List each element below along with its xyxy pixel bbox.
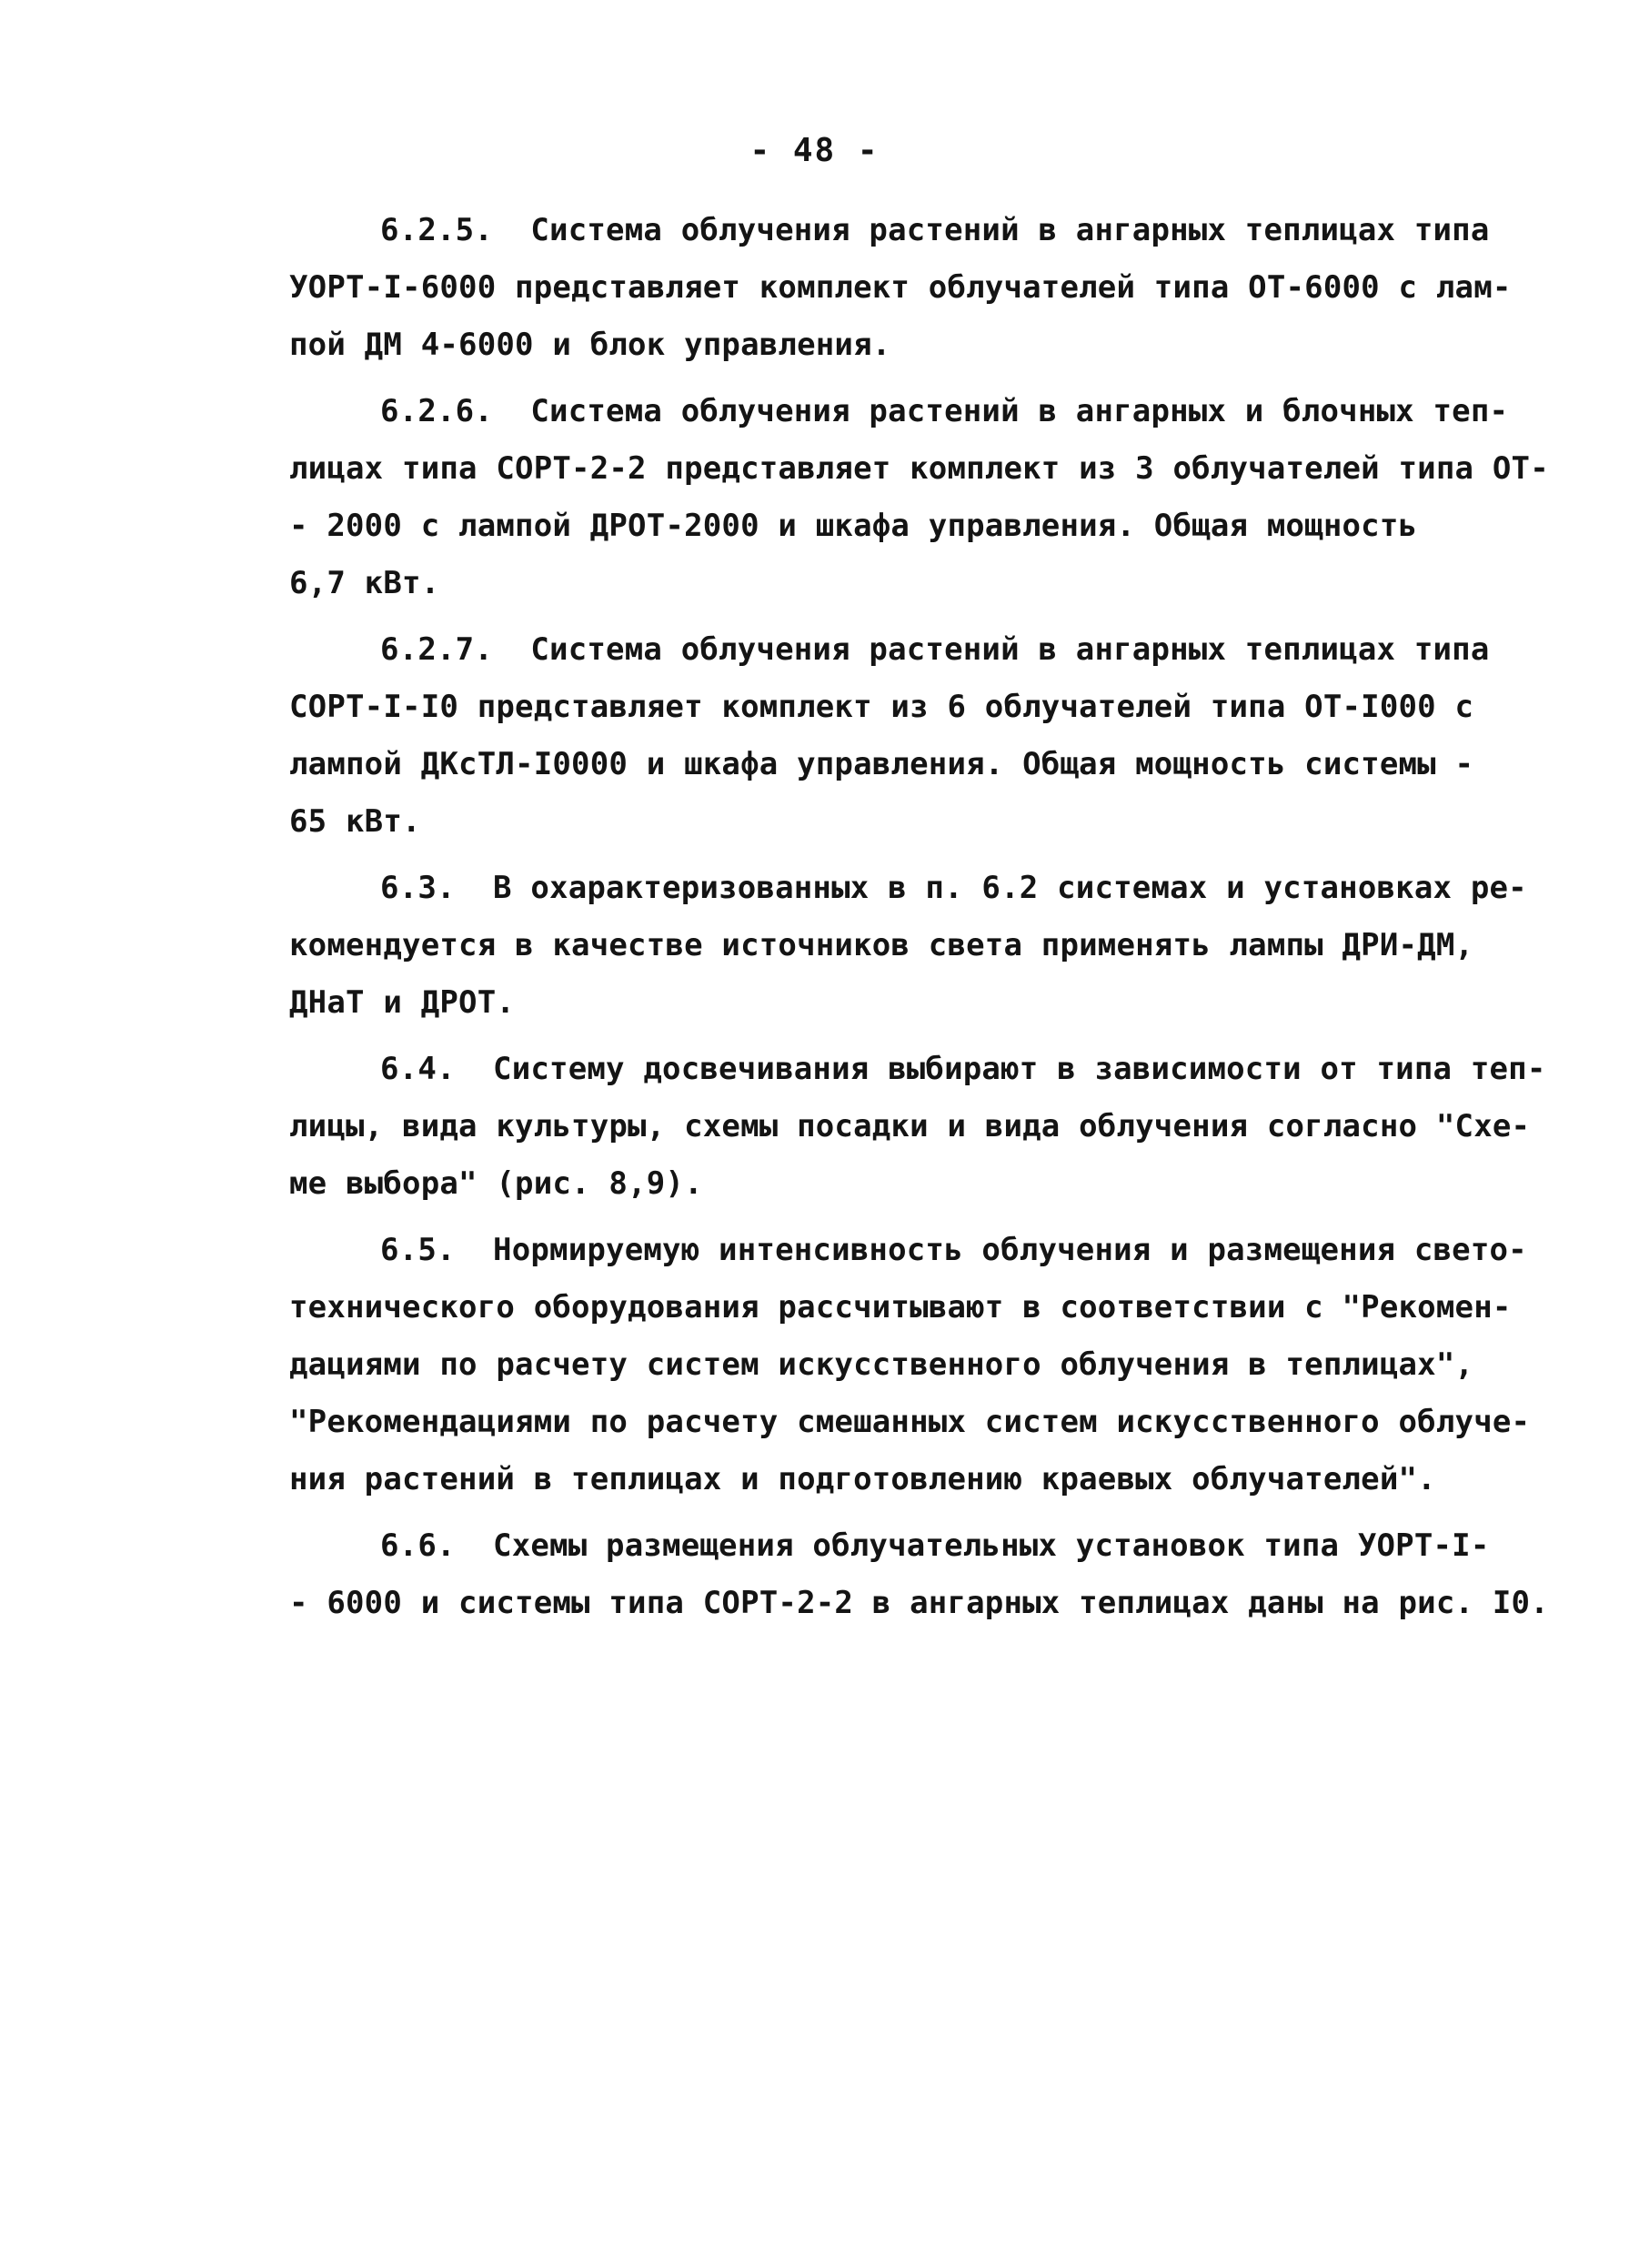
text-line: 6.2.6. Система облучения растений в ангарных и блочных теп- <box>380 393 1509 429</box>
paragraph-6-3 <box>289 860 1527 1032</box>
text-line: 6.4. Систему досвечивания выбирают в зависимости от типа теп- <box>380 1051 1546 1087</box>
document-body <box>289 202 1549 1641</box>
text-line: 6.2.5. Система облучения растений в ангарных теплицах типа <box>380 212 1490 248</box>
text-line: 6.2.7. Система облучения растений в ангарных теплицах типа <box>380 631 1490 668</box>
paragraph-6-6 <box>289 1517 1549 1632</box>
text-line: лицы, вида культуры, схемы посадки и вида облучения согласно "Схе- <box>289 1108 1531 1144</box>
text-line: 6.3. В охарактеризованных в п. 6.2 системах и установках ре- <box>380 870 1527 906</box>
paragraph-6-5 <box>289 1222 1531 1508</box>
text-line: 65 кВт. <box>289 803 421 840</box>
text-line: ДНаТ и ДРОТ. <box>289 984 516 1021</box>
text-line: - 2000 с лампой ДРОТ-2000 и шкафа управления. Общая мощность <box>289 508 1418 544</box>
page-number: - 48 - <box>749 132 880 169</box>
text-line: пой ДМ 4-6000 и блок управления. <box>289 327 891 363</box>
text-line: ния растений в теплицах и подготовлению краевых облучателей". <box>289 1461 1436 1497</box>
text-line: 6.6. Схемы размещения облучательных установок типа УОРТ-I- <box>380 1527 1490 1564</box>
text-line: лампой ДКсТЛ-I0000 и шкафа управления. Общая мощность системы - <box>289 746 1474 782</box>
text-line: СОРТ-I-I0 представляет комплект из 6 облучателей типа ОТ-I000 с <box>289 689 1474 725</box>
text-line: "Рекомендациями по расчету смешанных систем искусственного облуче- <box>289 1404 1531 1440</box>
text-line: 6,7 кВт. <box>289 565 440 601</box>
text-line: комендуется в качестве источников света применять лампы ДРИ-ДМ, <box>289 927 1474 963</box>
text-line: дациями по расчету систем искусственного облучения в теплицах", <box>289 1346 1474 1383</box>
text-line: ме выбора" (рис. 8,9). <box>289 1165 703 1202</box>
text-line: лицах типа СОРТ-2-2 представляет комплект из 3 облучателей типа ОТ- <box>289 450 1549 487</box>
paragraph-6-2-6 <box>289 383 1549 612</box>
paragraph-6-2-5 <box>289 202 1512 374</box>
text-line: технического оборудования рассчитывают в соответствии с "Рекомен- <box>289 1289 1512 1326</box>
paragraph-6-2-7 <box>289 621 1490 851</box>
text-line: УОРТ-I-6000 представляет комплект облучателей типа ОТ-6000 с лам- <box>289 269 1512 306</box>
text-line: - 6000 и системы типа СОРТ-2-2 в ангарных теплицах даны на рис. I0. <box>289 1585 1549 1621</box>
paragraph-6-4 <box>289 1041 1546 1213</box>
text-line: 6.5. Нормируемую интенсивность облучения и размещения свето- <box>380 1232 1527 1268</box>
